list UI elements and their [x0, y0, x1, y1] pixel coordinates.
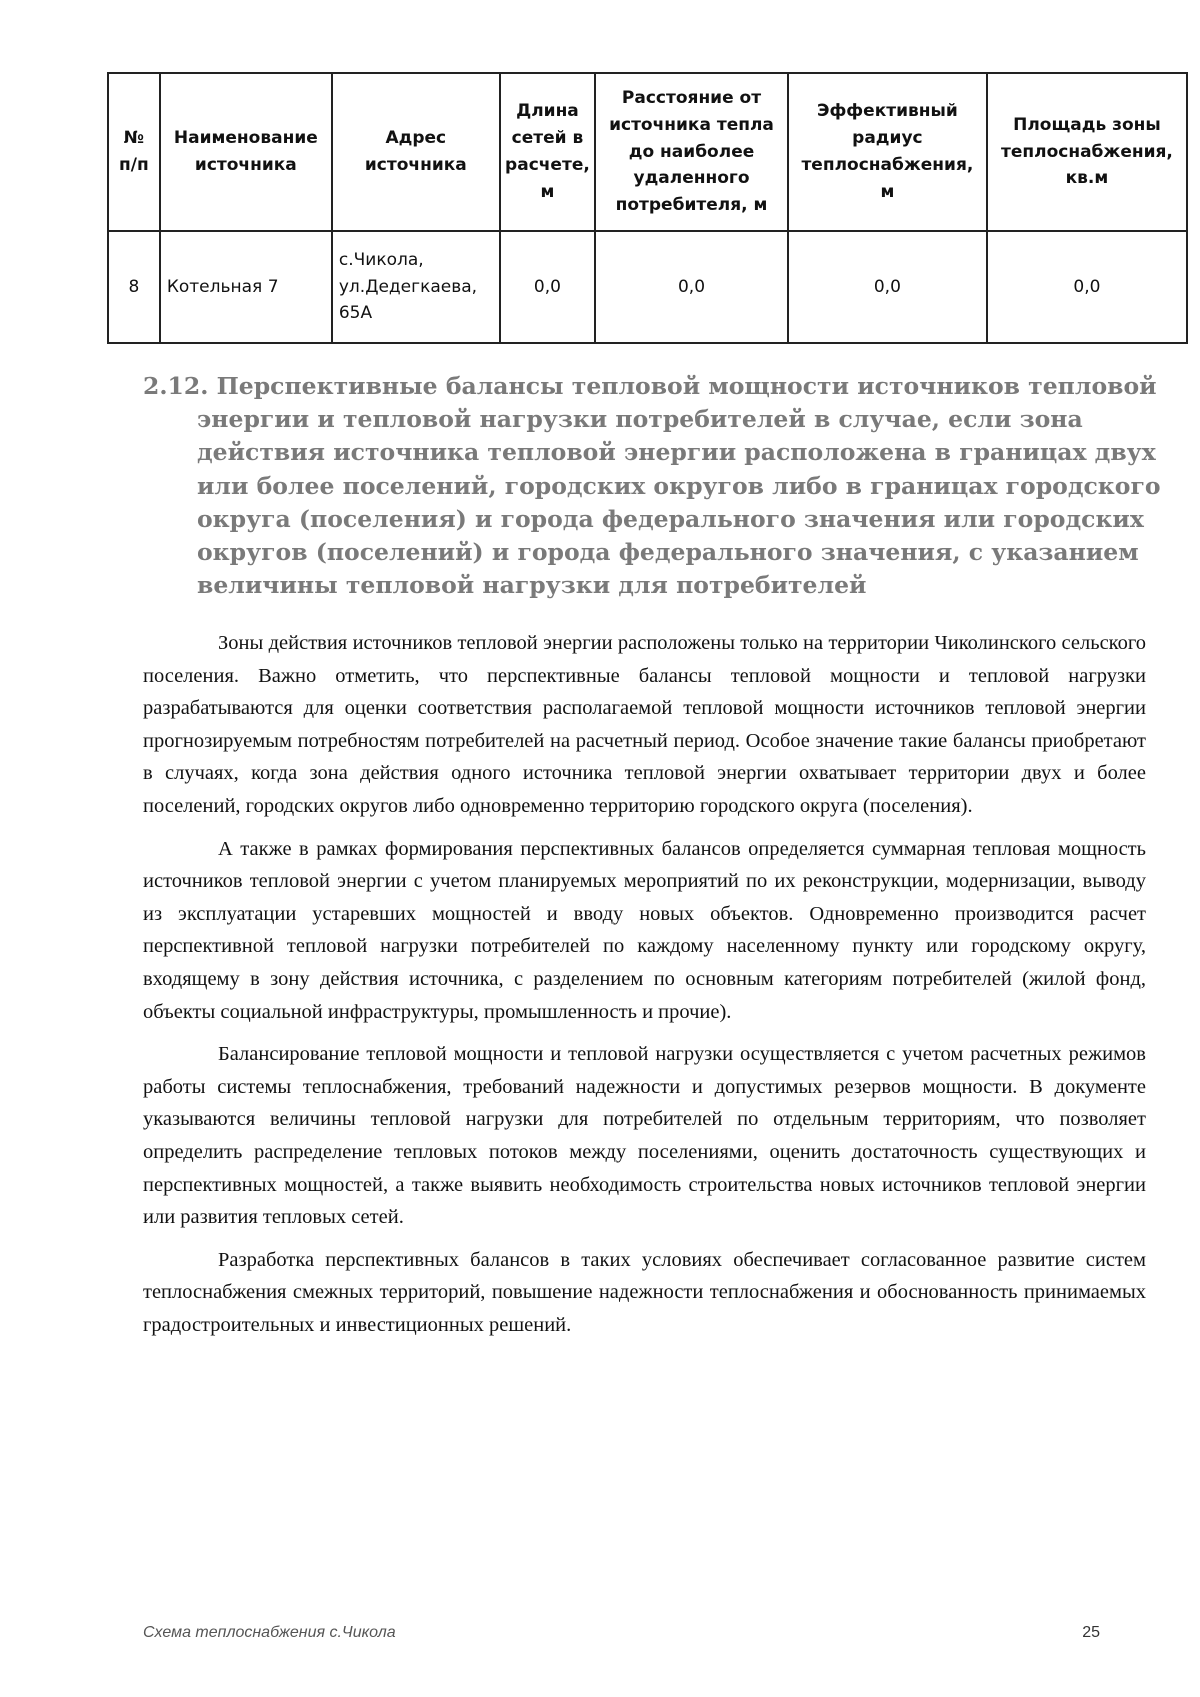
- header-number: № п/п: [108, 73, 160, 231]
- section-heading: 2.12. Перспективные балансы тепловой мощности источников тепловой энергии и тепловой нагрузки потребителей в случае, если зона действия источника тепловой энергии расположена в границах двух или более поселений, городских округов либо в границах городского округа (поселения) и города федерального значения или городских округов (поселений) и города федерального значения, с указанием величины тепловой нагрузки для потребителей: [143, 372, 1161, 600]
- header-network-length: Длина сетей в расчете, м: [500, 73, 595, 231]
- cell-source-address: с.Чикола, ул.Дедегкаева, 65А: [332, 231, 500, 343]
- header-source-name: Наименование источника: [160, 73, 332, 231]
- paragraph: А также в рамках формирования перспективных балансов определяется суммарная тепловая мощность источников тепловой энергии с учетом планируемых мероприятий по их реконструкции, модернизации, выводу из эксплуатации устаревших мощностей и вводу новых объектов. Одновременно производится расчет перспективной тепловой нагрузки потребителей по каждому населенному пункту или городскому округу, входящему в зону действия источника, с разделением по основным категориям потребителей (жилой фонд, объекты социальной инфраструктуры, промышленность и прочие).: [143, 837, 1146, 1023]
- section-body: [143, 627, 1146, 1351]
- header-source-address: Адрес источника: [332, 73, 500, 231]
- heat-source-table: [107, 72, 1188, 344]
- cell-network-length: 0,0: [500, 231, 595, 343]
- header-effective-radius: Эффективный радиус теплоснабжения, м: [788, 73, 987, 231]
- cell-distance-to-consumer: 0,0: [595, 231, 788, 343]
- paragraph: Зоны действия источников тепловой энергии расположены только на территории Чиколинского сельского поселения. Важно отметить, что перспективные балансы тепловой мощности и тепловой нагрузки разрабатываются для оценки соответствия располагаемой тепловой мощности источников тепловой энергии прогнозируемым потребностям потребителей на расчетный период. Особое значение такие балансы приобретают в случаях, когда зона действия одного источника тепловой энергии охватывает территории двух и более поселений, городских округов либо одновременно территорию городского округа (поселения).: [143, 632, 1146, 817]
- footer-page-number: 25: [1082, 1624, 1100, 1641]
- table-header-row: [108, 73, 1187, 231]
- table-row: [108, 231, 1187, 343]
- header-distance-to-consumer: Расстояние от источника тепла до наиболее удаленного потребителя, м: [595, 73, 788, 231]
- paragraph: Разработка перспективных балансов в таких условиях обеспечивает согласованное развитие систем теплоснабжения смежных территорий, повышение надежности теплоснабжения и обоснованность принимаемых градостроительных и инвестиционных решений.: [143, 1248, 1146, 1336]
- cell-source-name: Котельная 7: [160, 231, 332, 343]
- cell-supply-area: 0,0: [987, 231, 1187, 343]
- cell-effective-radius: 0,0: [788, 231, 987, 343]
- header-supply-area: Площадь зоны теплоснабжения, кв.м: [987, 73, 1187, 231]
- cell-number: 8: [108, 231, 160, 343]
- paragraph: Балансирование тепловой мощности и тепловой нагрузки осуществляется с учетом расчетных режимов работы системы теплоснабжения, требований надежности и допустимых резервов мощности. В документе указываются величины тепловой нагрузки для потребителей по отдельным территориям, что позволяет определить распределение тепловых потоков между поселениями, оценить достаточность существующих и перспективных мощностей, а также выявить необходимость строительства новых источников тепловой энергии или развития тепловых сетей.: [143, 1043, 1146, 1229]
- footer-document-title: Схема теплоснабжения с.Чикола: [143, 1624, 396, 1641]
